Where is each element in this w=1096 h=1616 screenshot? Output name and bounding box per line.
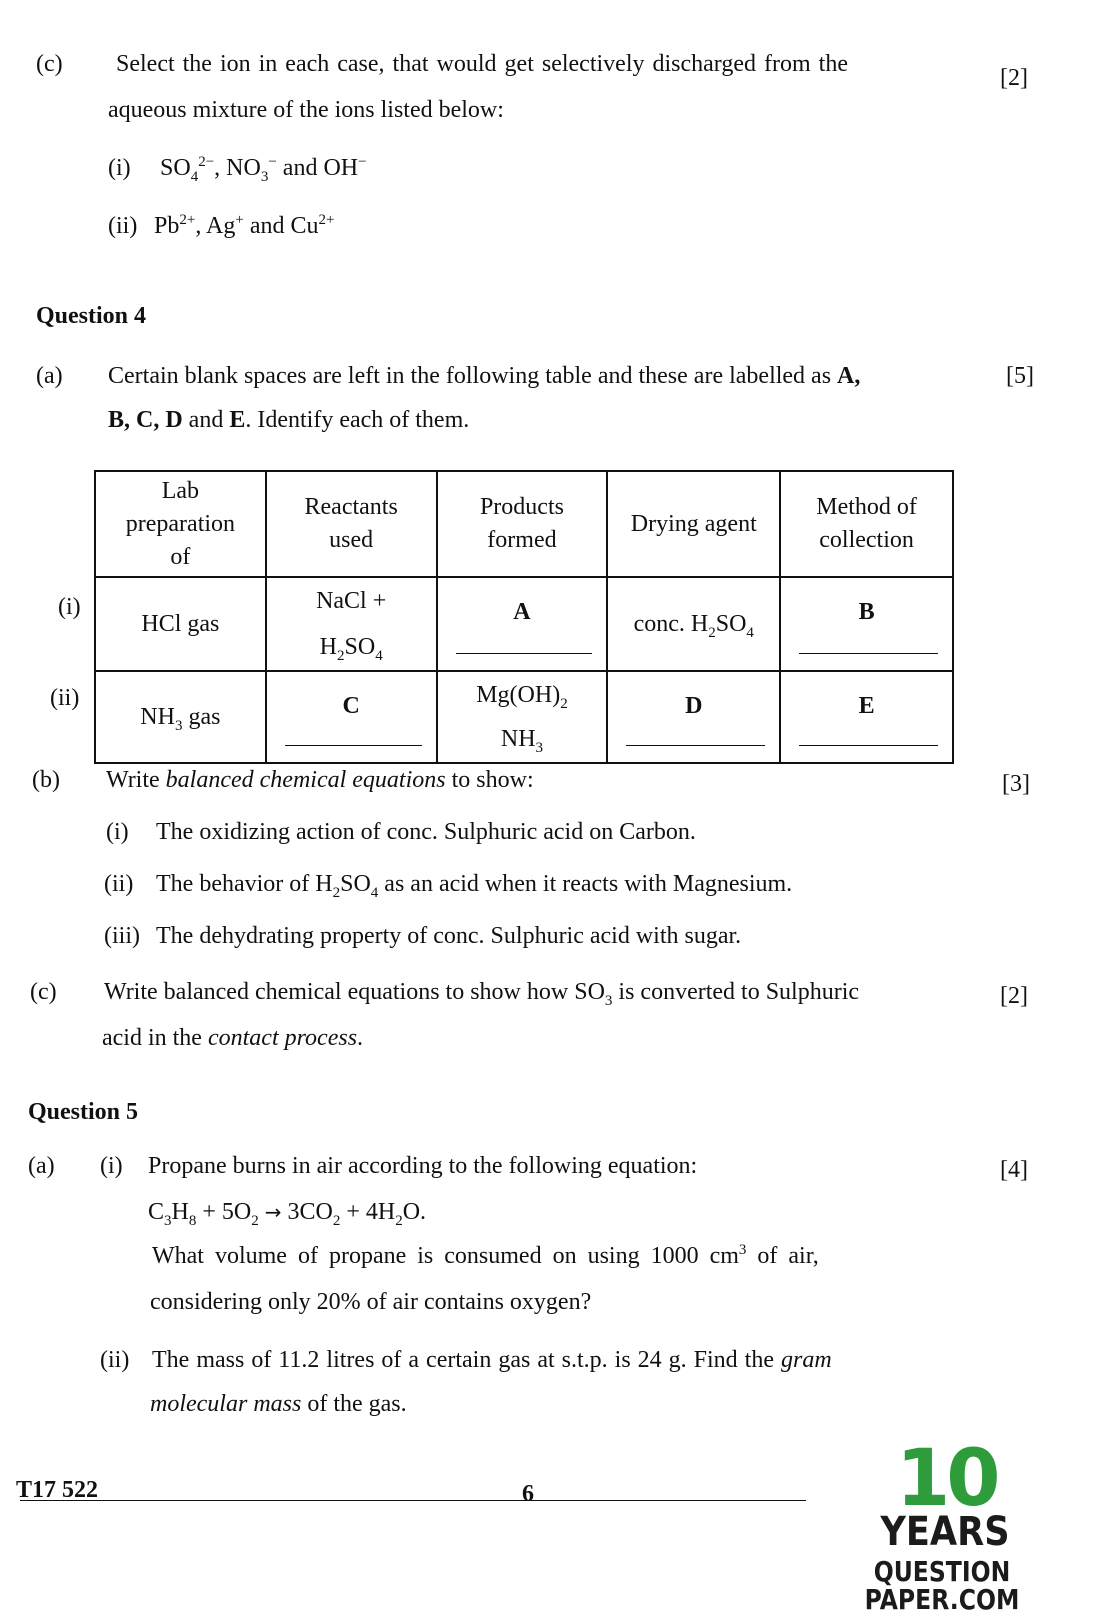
q4c-marks: [2] <box>1000 983 1028 1009</box>
logo-site-name: QUESTION PAPER.COM <box>864 1555 1020 1616</box>
q4b-iii-number: (iii) <box>104 923 140 949</box>
q4b-ii-text: The behavior of $H_2SO_4$ as an acid when it reacts with Magnesium. <box>156 871 793 901</box>
q5a-ii-line2: molecular mass of the gas. <box>150 1391 407 1417</box>
question-5-title: Question 5 <box>28 1099 139 1125</box>
q4c-label: (c) <box>30 979 57 1005</box>
header-drying-agent: Drying agent <box>607 471 780 577</box>
q5a-i-line1: Propane burns in air according to the following equation: <box>148 1153 698 1179</box>
q5a-ii-number: (ii) <box>100 1347 130 1373</box>
q3c-line2: aqueous mixture of the ions listed below: <box>108 97 504 123</box>
q4a-label: (a) <box>36 363 63 389</box>
page-number: 6 <box>522 1481 534 1507</box>
q4b-i-text: The oxidizing action of conc. Sulphuric acid on Carbon. <box>156 819 696 845</box>
cell-hcl-gas: HCl gas <box>95 577 266 671</box>
logo-years: YEARS <box>880 1509 1010 1555</box>
header-method-collection: Method of collection <box>780 471 953 577</box>
blank-line <box>285 745 422 746</box>
q3c-marks: [2] <box>1000 65 1028 91</box>
blank-cell-e <box>780 671 953 763</box>
table-row2-number: (ii) <box>50 685 80 711</box>
q5a-ii-line1: The mass of 11.2 litres of a certain gas at s.t.p. is 24 g. Find the gram <box>152 1347 832 1373</box>
logo-ten: 10 <box>896 1434 997 1524</box>
blank-line <box>626 745 765 746</box>
q4a-marks: [5] <box>1006 363 1034 389</box>
q5a-i-number: (i) <box>100 1153 123 1179</box>
q4b-iii-text: The dehydrating property of conc. Sulphuric acid with sugar. <box>156 923 742 949</box>
q4b-intro: Write balanced chemical equations to show: <box>106 767 534 793</box>
table-row <box>95 577 953 671</box>
blank-cell-b <box>780 577 953 671</box>
propane-equation: $C_3H_8 + 5O_2 \to 3CO_2 + 4H_2O$. <box>148 1199 427 1229</box>
q5a-i-question-line2: considering only 20% of air contains oxygen? <box>150 1289 592 1315</box>
header-reactants: Reactants used <box>266 471 437 577</box>
q5a-label: (a) <box>28 1153 55 1179</box>
cell-reactants-hcl: NaCl + $H_2SO_4$ <box>266 577 437 671</box>
table-row <box>95 671 953 763</box>
blank-line <box>799 745 938 746</box>
q4c-line2: acid in the contact process. <box>102 1025 364 1051</box>
cell-products-nh3: $Mg(OH)_2$ $NH_3$ <box>437 671 608 763</box>
q4c-line1: Write balanced chemical equations to show how $SO_3$ is converted to Sulphuric <box>104 979 860 1009</box>
q4a-line1: Certain blank spaces are left in the following table and these are labelled as A, <box>108 363 861 389</box>
blank-line <box>799 653 938 654</box>
blank-label-d: D <box>685 693 703 719</box>
q4b-i-number: (i) <box>106 819 129 845</box>
q5a-marks: [4] <box>1000 1157 1028 1183</box>
q3c-i-ions: $SO_4^{2-}$, $NO_3^-$ and OH− <box>160 154 367 185</box>
blank-label-b: B <box>858 599 875 625</box>
cell-nh3-gas: $NH_3$ gas <box>95 671 266 763</box>
footer-rule <box>20 1500 806 1501</box>
lab-preparation-table <box>94 470 954 764</box>
q3c-ii-ions: $Pb^{2+}$, Ag+ and $Cu^{2+}$ <box>154 212 335 239</box>
table-row1-number: (i) <box>58 594 81 620</box>
q5a-i-question-line1: What volume of propane is consumed on using 1000 $cm^3$ of air, <box>152 1242 819 1269</box>
q3c-i-number: (i) <box>108 155 131 181</box>
q3c-ii-number: (ii) <box>108 213 138 239</box>
q4b-ii-number: (ii) <box>104 871 134 897</box>
q4b-marks: [3] <box>1002 771 1030 797</box>
header-lab-preparation: Lab preparation of <box>95 471 266 577</box>
blank-cell-d <box>607 671 780 763</box>
q3c-label: (c) <box>36 51 63 77</box>
header-products: Products formed <box>437 471 608 577</box>
q3c-line1: Select the ion in each case, that would get selectively discharged from the <box>116 51 848 77</box>
cell-drying-agent-hcl: conc. $H_2SO_4$ <box>607 577 780 671</box>
blank-cell-a <box>437 577 608 671</box>
blank-cell-c <box>266 671 437 763</box>
blank-label-a: A <box>513 599 531 625</box>
q4a-line2: B, C, D and E. Identify each of them. <box>108 407 470 433</box>
paper-code: T17 522 <box>16 1477 99 1503</box>
blank-line <box>456 653 593 654</box>
question-4-title: Question 4 <box>36 303 147 329</box>
q4b-label: (b) <box>32 767 60 793</box>
blank-label-c: C <box>342 693 360 719</box>
blank-label-e: E <box>858 693 875 719</box>
table-header-row <box>95 471 953 577</box>
